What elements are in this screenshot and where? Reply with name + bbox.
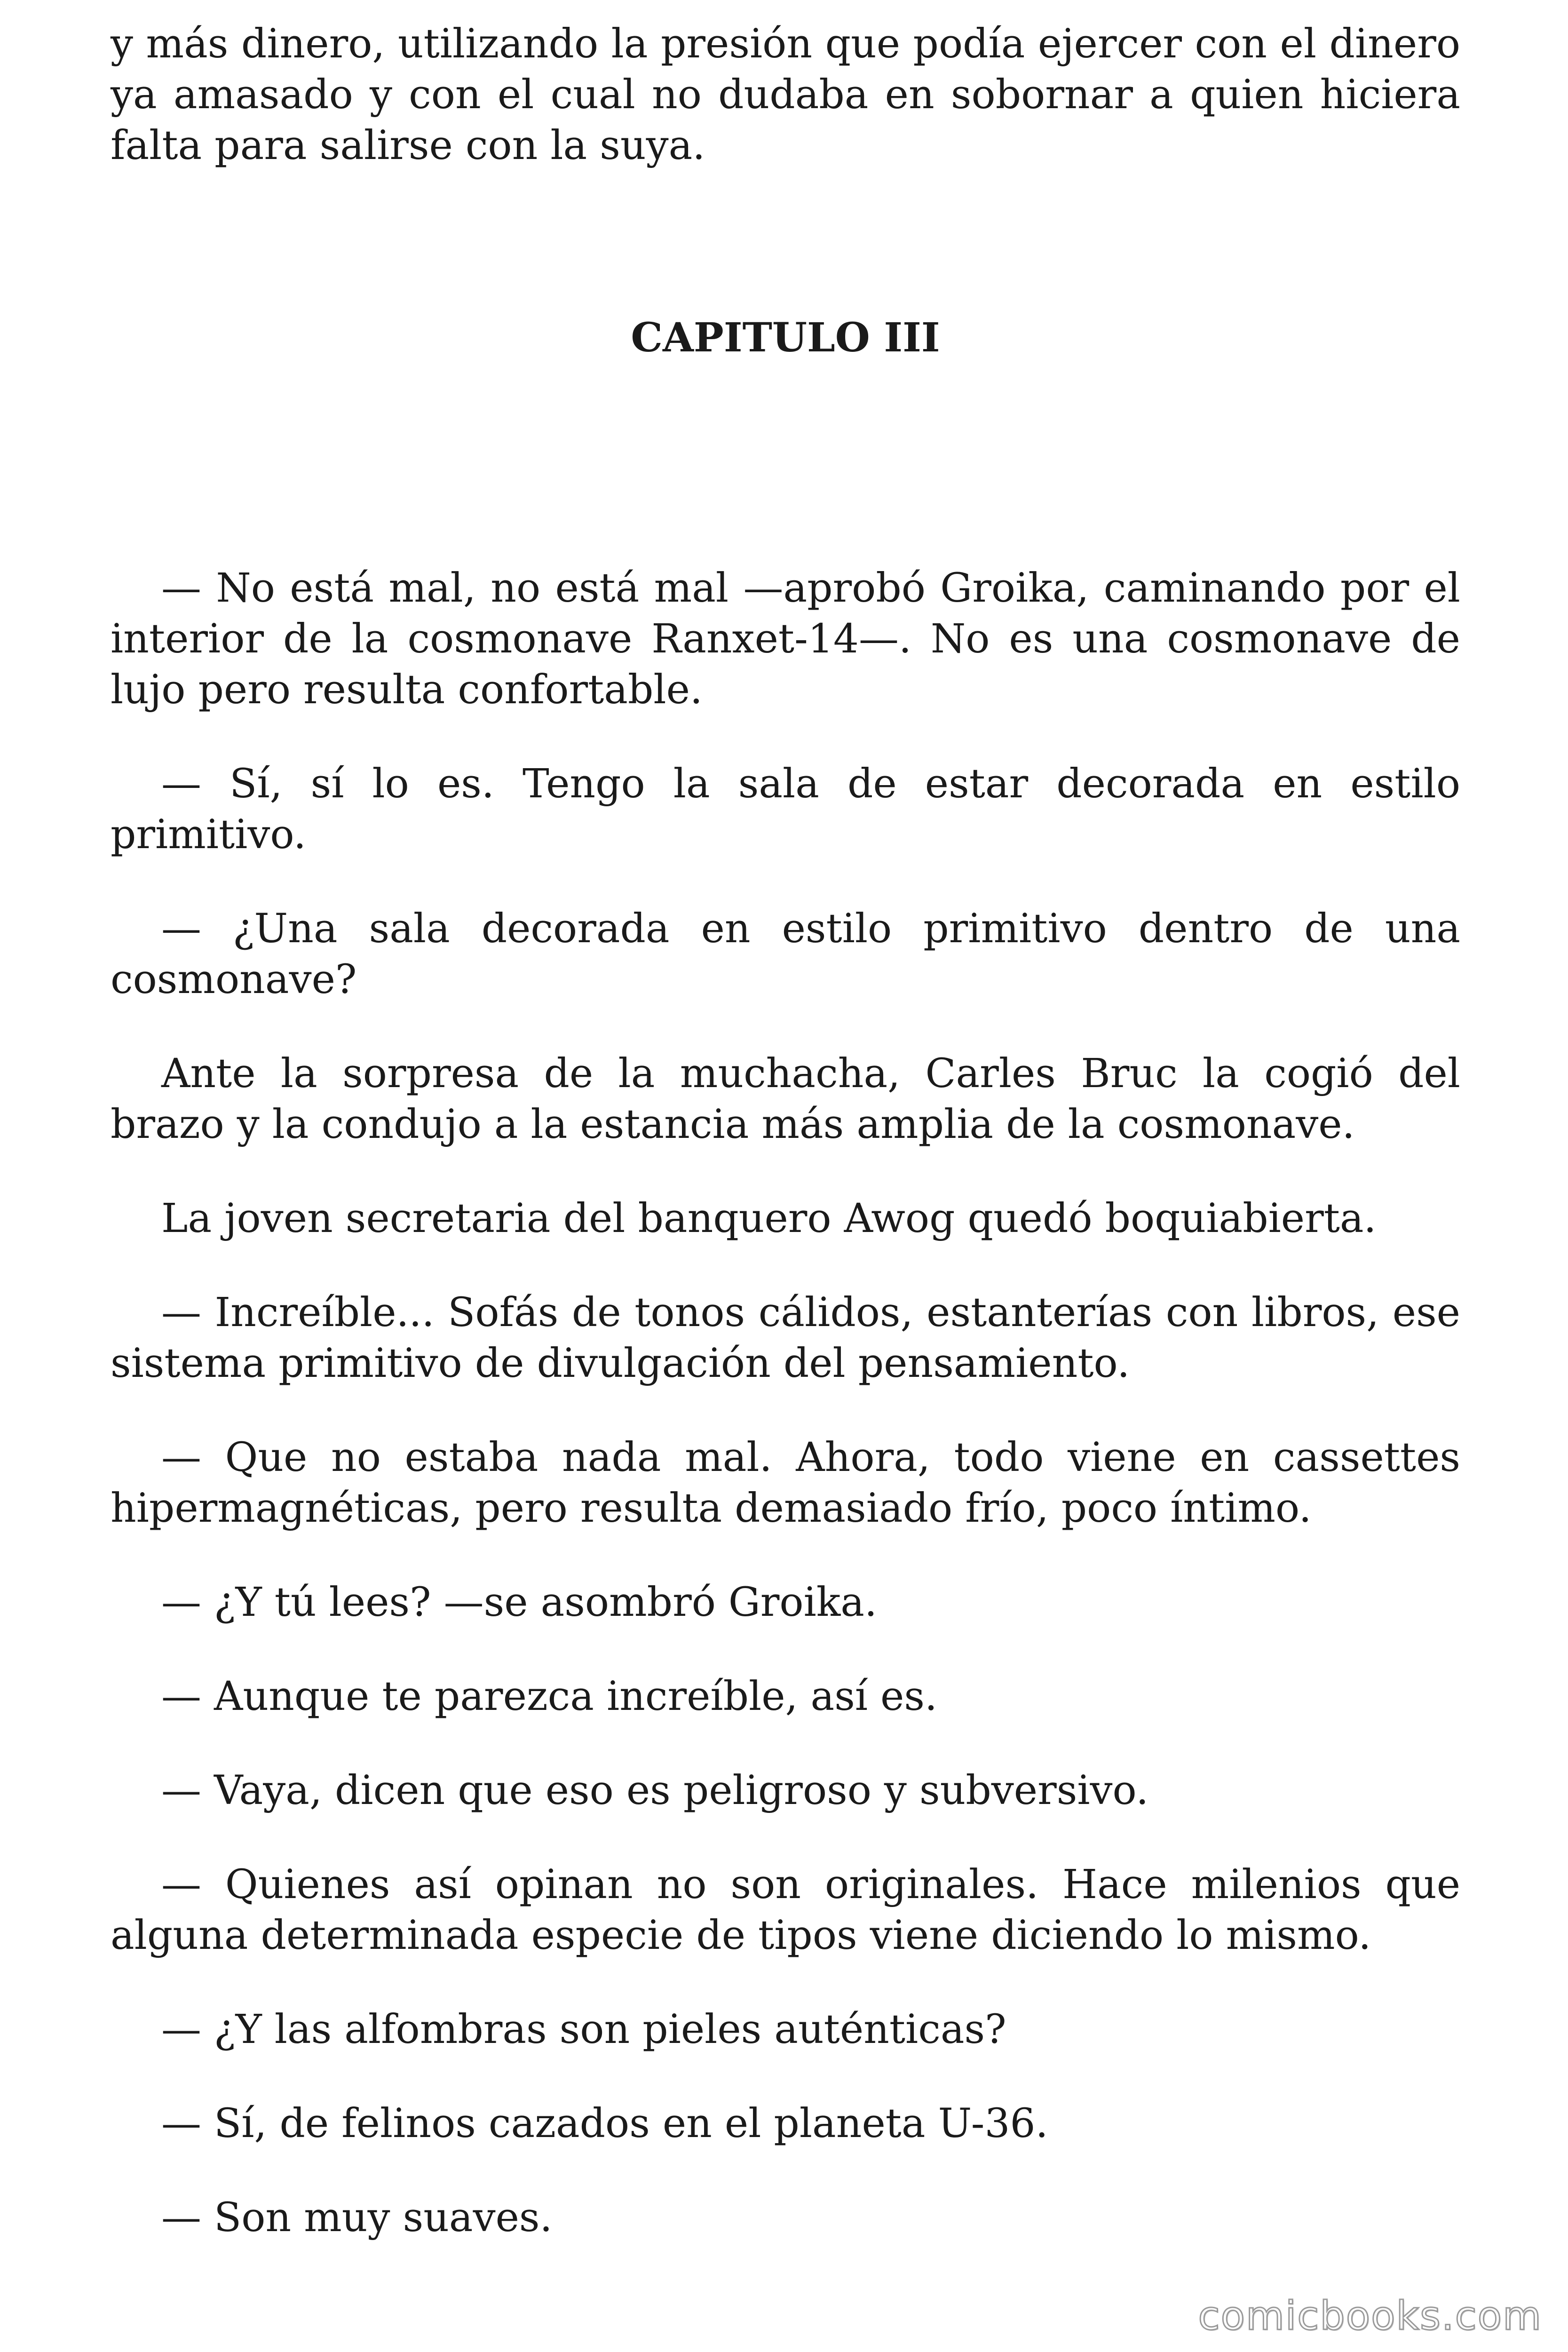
paragraph: — No está mal, no está mal —aprobó Groika, caminando por el interior de la cosmonave Ranxet-14—. No es una cosmonave de lujo pero resulta confortable. [111,565,1460,713]
paragraph: — Son muy suaves. [161,2194,553,2241]
paragraph: — Sí, sí lo es. Tengo la sala de estar decorada en estilo primitivo. [111,761,1460,858]
paragraph: — Aunque te parezca increíble, así es. [161,1673,937,1720]
paragraph: — ¿Una sala decorada en estilo primitivo dentro de una cosmonave? [111,906,1460,1003]
paragraph: Ante la sorpresa de la muchacha, Carles Bruc la cogió del brazo y la condujo a la estancia más amplia de la cosmonave. [111,1050,1460,1148]
paragraph: — Increíble... Sofás de tonos cálidos, estanterías con libros, ese sistema primitivo de divulgación del pensamiento. [111,1289,1460,1387]
paragraph: — ¿Y tú lees? —se asombró Groika. [161,1579,877,1626]
chapter-heading: CAPITULO III [631,314,940,361]
chapter-body [111,563,1460,2243]
paragraph: — Sí, de felinos cazados en el planeta U-36. [161,2100,1048,2147]
paragraph: — Quienes así opinan no son originales. Hace milenios que alguna determinada especie de tipos viene diciendo lo mismo. [111,1861,1460,1959]
paragraph: La joven secretaria del banquero Awog quedó boquiabierta. [161,1195,1377,1242]
paragraph: — ¿Y las alfombras son pieles auténticas? [161,2006,1006,2053]
opening-paragraph: y más dinero, utilizando la presión que podía ejercer con el dinero ya amasado y con el cual no dudaba en sobornar a quien hiciera falta para salirse con la suya. [111,21,1460,169]
document-page [111,19,1460,2243]
watermark: comicbooks.com [1198,2293,1542,2339]
paragraph: — Que no estaba nada mal. Ahora, todo viene en cassettes hipermagnéticas, pero resulta demasiado frío, poco íntimo. [111,1434,1460,1532]
paragraph: — Vaya, dicen que eso es peligroso y subversivo. [161,1767,1149,1814]
